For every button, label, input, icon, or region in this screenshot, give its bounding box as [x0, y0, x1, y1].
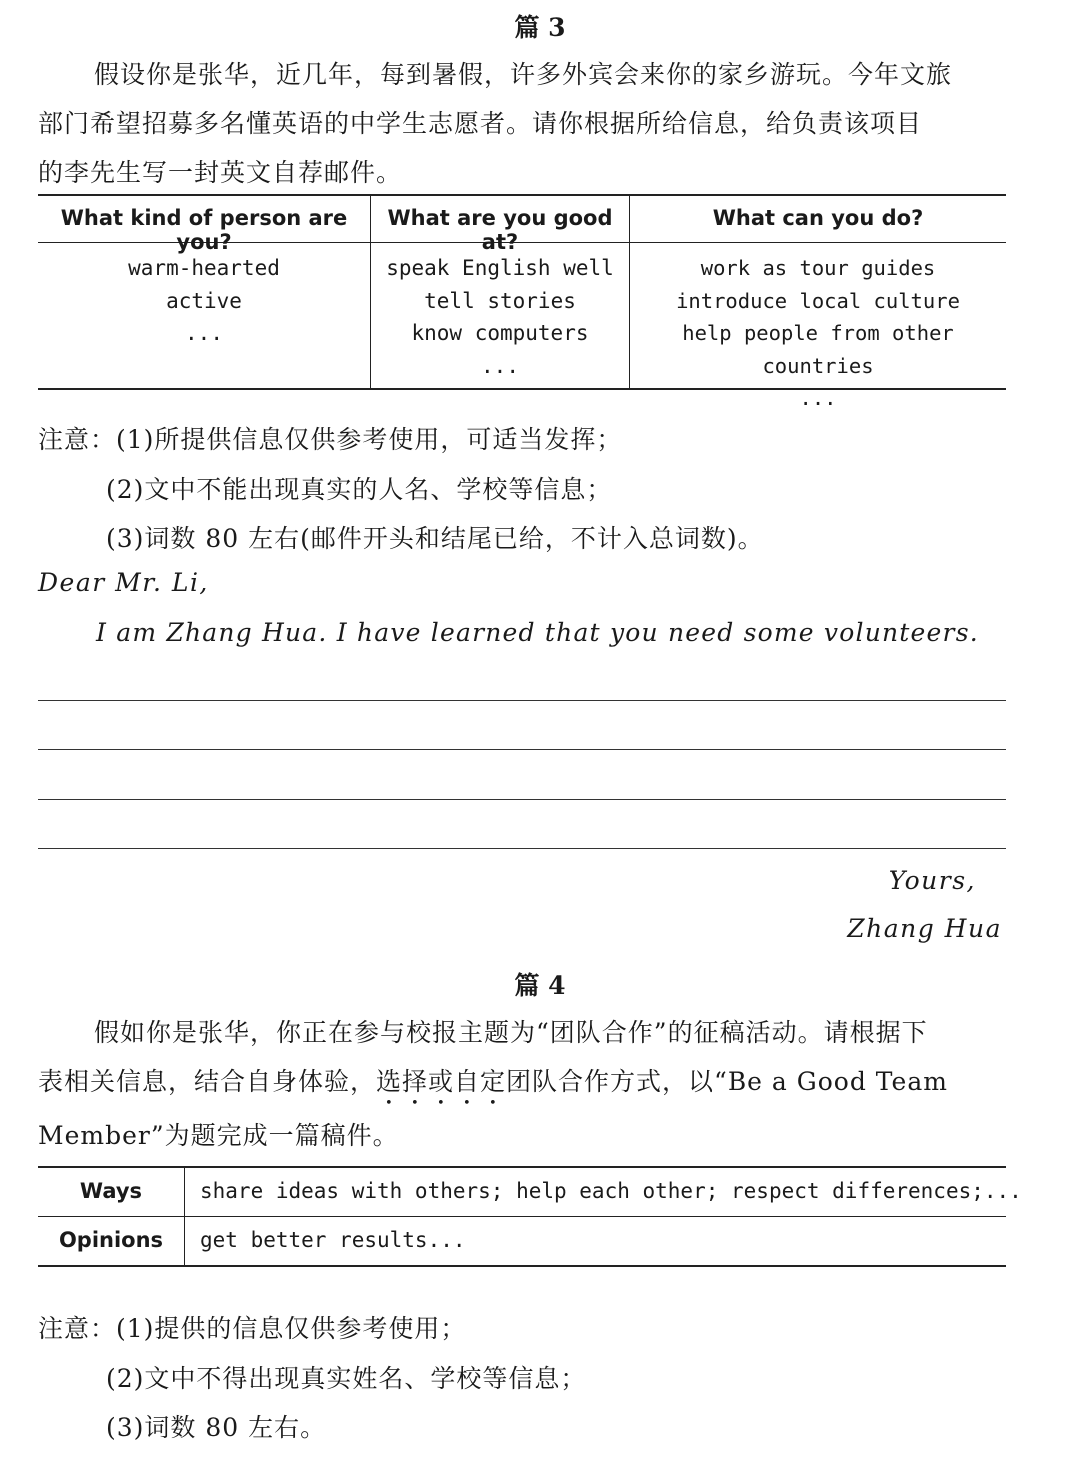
prompt-line: Member”为题完成一篇稿件。	[38, 1121, 399, 1150]
table-column-can-do	[630, 252, 1006, 415]
table-column-divider	[184, 1166, 185, 1266]
letter-closing: Yours,	[888, 866, 976, 895]
table-cell: ...	[799, 386, 837, 410]
table-header-good-at: What are you good at?	[387, 206, 613, 254]
table-column-person	[38, 252, 370, 350]
writing-line	[38, 749, 1006, 750]
note-3: (3)词数 80 左右(邮件开头和结尾已给，不计入总词数)。	[106, 524, 764, 553]
section-3-prompt	[38, 50, 1008, 197]
note-2: (2)文中不得出现真实姓名、学校等信息；	[106, 1364, 587, 1393]
prompt-line: 部门希望招募多名懂英语的中学生志愿者。请你根据所给信息，给负责该项目	[38, 109, 923, 138]
prompt-line: 表相关信息，结合自身体验，选择或自定团队合作方式，以“Be a Good Team	[38, 1067, 948, 1096]
table-top-rule	[38, 194, 1006, 196]
table-label-opinions: Opinions	[58, 1228, 164, 1252]
prompt-line: 假设你是张华，近几年，每到暑假，许多外宾会来你的家乡游玩。今年文旅	[94, 60, 953, 89]
letter-opening: I am Zhang Hua. I have learned that you need some volunteers.	[96, 618, 979, 647]
section-3-heading: 篇 3	[514, 13, 566, 42]
table-header-can-do: What can you do?	[712, 206, 924, 230]
letter-greeting: Dear Mr. Li,	[38, 568, 209, 597]
table-cell: warm-hearted	[128, 256, 280, 280]
note-2: (2)文中不能出现真实的人名、学校等信息；	[106, 475, 613, 504]
table-cell: ...	[481, 353, 519, 378]
table-cell: help people from other countries	[682, 321, 954, 378]
writing-line	[38, 700, 1006, 701]
table-cell: active	[166, 288, 242, 313]
prompt-line: 假如你是张华，你正在参与校报主题为“团队合作”的征稿活动。请根据下	[94, 1018, 928, 1047]
table-header-person: What kind of person are you?	[60, 206, 348, 254]
letter-signature: Zhang Hua	[847, 914, 1002, 943]
table-value-opinions: get better results...	[200, 1228, 466, 1252]
section-4-heading: 篇 4	[514, 971, 566, 1000]
emphasized-text: 选择或自定	[376, 1067, 507, 1096]
table-cell: speak English well	[386, 256, 614, 280]
writing-line	[38, 799, 1006, 800]
note-3: (3)词数 80 左右。	[106, 1413, 327, 1442]
table-cell: work as tour guides	[700, 256, 936, 280]
table-label-ways: Ways	[79, 1179, 143, 1203]
prompt-line: 的李先生写一封英文自荐邮件。	[38, 158, 403, 187]
table-cell: introduce local culture	[676, 288, 960, 313]
section-4-prompt	[38, 1008, 1008, 1160]
note-1: 注意：(1)提供的信息仅供参考使用；	[38, 1314, 467, 1343]
table-cell: ...	[185, 321, 223, 345]
table-cell: know computers	[411, 321, 589, 345]
note-1: 注意：(1)所提供信息仅供参考使用，可适当发挥；	[38, 425, 623, 454]
table-column-good-at	[371, 252, 629, 382]
table-value-ways: share ideas with others; help each other; respect differences;...	[200, 1179, 1022, 1203]
table-cell: tell stories	[424, 288, 576, 313]
writing-line	[38, 848, 1006, 849]
